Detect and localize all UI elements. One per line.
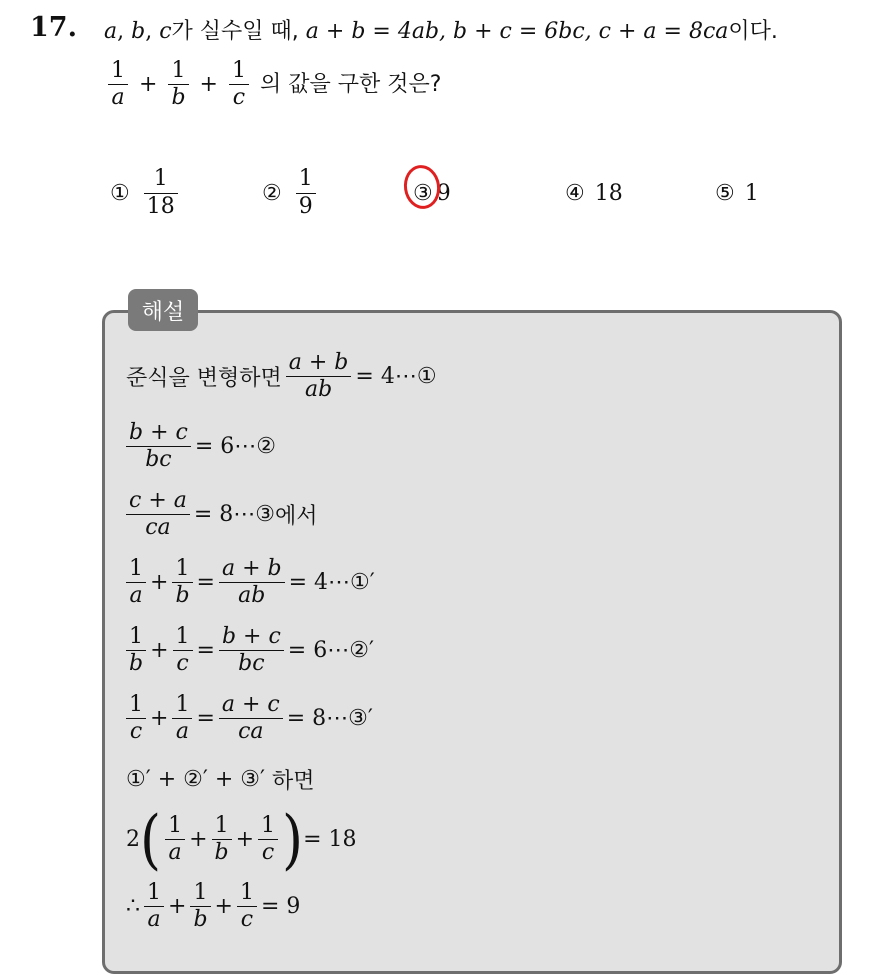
solution-label: 해설 [128,289,198,331]
choice-3[interactable]: ③ 9 [413,180,451,206]
question-number: 17. [30,12,77,43]
answer-choices [0,158,884,228]
solution-line-7: ①′ + ②′ + ③′ 하면 [126,767,315,794]
choice-4[interactable]: ④ 18 [565,180,623,206]
solution-line-8: 2 ( $\frac{1}{a}$ + $\frac{1}{b}$ + $\frac{1}{c}$ ) = 18 [126,801,357,878]
fraction-1-over-a: $\frac{1}{a}$ [108,58,128,112]
solution-line-3: $\frac{c + a}{ca}$ = 8⋯③ 에서 [126,488,318,542]
solution-line-2: $\frac{b + c}{bc}$ = 6⋯② [126,420,276,474]
solution-line-5: $\frac{1}{b}$ + $\frac{1}{c}$ = $\frac{b + c}{bc}$ = 6⋯②′ [126,624,374,678]
question-line-1: a, b, c가 실수일 때, a + b = 4ab, b + c = 6bc, c + a = 8ca이다. [104,19,778,44]
question-line-2: $\frac{1}{a}$ + $\frac{1}{b}$ + $\frac{1}{c}$ 의 값을 구한 것은? [104,58,441,112]
solution-line-4: $\frac{1}{a}$ + $\frac{1}{b}$ = $\frac{a + b}{ab}$ = 4⋯①′ [126,556,375,610]
choice-2[interactable]: ② $\frac{1}{9}$ [262,158,320,228]
equation-3: c + a = 8ca [598,19,729,44]
fraction-1-over-b: $\frac{1}{b}$ [168,58,188,112]
solution-line-9: ∴ $\frac{1}{a}$ + $\frac{1}{b}$ + $\frac{1}{c}$ = 9 [126,880,301,933]
solution-line-6: $\frac{1}{c}$ + $\frac{1}{a}$ = $\frac{a + c}{ca}$ = 8⋯③′ [126,692,373,746]
solution-line-1: 준식을 변형하면 $\frac{a + b}{ab}$ = 4⋯① [126,350,437,403]
choice-5[interactable]: ⑤ 1 [715,180,759,206]
equation-1: a + b = 4ab, [305,19,447,44]
equation-2: b + c = 6bc, [453,19,592,44]
choice-1[interactable]: ① $\frac{1}{18}$ [110,158,182,228]
fraction-1-over-c: $\frac{1}{c}$ [229,58,249,112]
